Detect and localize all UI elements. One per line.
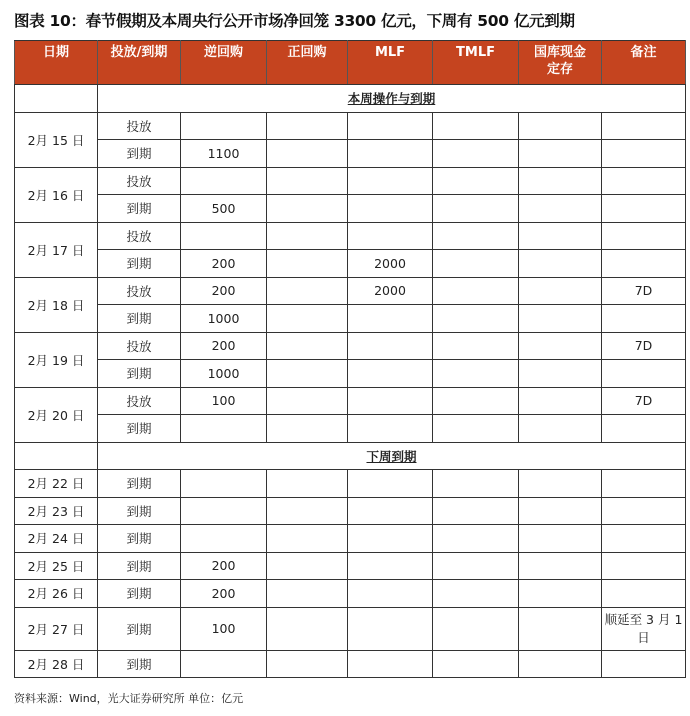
data-cell xyxy=(519,277,602,305)
data-cell xyxy=(519,387,602,415)
data-cell xyxy=(348,195,433,223)
data-cell xyxy=(433,415,519,443)
column-header: 日期 xyxy=(15,41,98,85)
data-cell xyxy=(519,580,602,608)
date-cell: 2月 27 日 xyxy=(15,607,98,650)
data-cell: 到期 xyxy=(98,195,181,223)
date-cell: 2月 25 日 xyxy=(15,552,98,580)
data-cell xyxy=(519,305,602,333)
data-cell xyxy=(519,167,602,195)
data-cell: 2000 xyxy=(348,250,433,278)
data-cell xyxy=(348,650,433,678)
data-cell: 到期 xyxy=(98,497,181,525)
data-cell xyxy=(519,525,602,553)
data-cell xyxy=(433,305,519,333)
date-cell: 2月 20 日 xyxy=(15,387,98,442)
column-header: 备注 xyxy=(602,41,686,85)
table-row xyxy=(15,497,686,525)
data-cell: 到期 xyxy=(98,250,181,278)
table-row xyxy=(15,222,686,250)
data-cell xyxy=(433,250,519,278)
data-cell xyxy=(433,195,519,223)
section-row xyxy=(15,442,686,470)
data-cell: 投放 xyxy=(98,387,181,415)
data-cell xyxy=(348,387,433,415)
data-cell xyxy=(433,222,519,250)
section-title: 本周操作与到期 xyxy=(98,85,686,113)
date-cell: 2月 26 日 xyxy=(15,580,98,608)
data-cell: 200 xyxy=(181,580,267,608)
data-cell xyxy=(602,222,686,250)
column-header: TMLF xyxy=(433,41,519,85)
data-cell xyxy=(519,222,602,250)
data-cell xyxy=(602,112,686,140)
data-cell: 投放 xyxy=(98,167,181,195)
data-cell: 1100 xyxy=(181,140,267,168)
data-cell xyxy=(433,607,519,650)
footnote: 资料来源：Wind，光大证券研究所 单位：亿元 xyxy=(14,692,244,705)
data-cell xyxy=(602,497,686,525)
data-cell: 投放 xyxy=(98,332,181,360)
open-market-table xyxy=(14,40,686,678)
data-cell xyxy=(602,360,686,388)
data-cell xyxy=(267,250,348,278)
data-cell xyxy=(602,167,686,195)
data-cell xyxy=(267,305,348,333)
data-cell: 到期 xyxy=(98,525,181,553)
date-cell: 2月 17 日 xyxy=(15,222,98,277)
data-cell xyxy=(348,305,433,333)
column-header: MLF xyxy=(348,41,433,85)
table-row xyxy=(15,650,686,678)
data-cell: 1000 xyxy=(181,305,267,333)
data-cell: 500 xyxy=(181,195,267,223)
data-cell xyxy=(181,497,267,525)
column-header: 国库现金定存 xyxy=(519,41,602,85)
data-cell xyxy=(519,112,602,140)
data-cell xyxy=(519,195,602,223)
data-cell: 投放 xyxy=(98,277,181,305)
data-cell xyxy=(433,470,519,498)
data-cell: 7D xyxy=(602,332,686,360)
date-cell: 2月 15 日 xyxy=(15,112,98,167)
table-row xyxy=(15,552,686,580)
date-cell: 2月 28 日 xyxy=(15,650,98,678)
data-cell xyxy=(433,497,519,525)
data-cell: 7D xyxy=(602,387,686,415)
data-cell xyxy=(181,222,267,250)
table-row xyxy=(15,305,686,333)
data-cell xyxy=(267,580,348,608)
date-cell: 2月 19 日 xyxy=(15,332,98,387)
data-cell xyxy=(181,470,267,498)
data-cell xyxy=(348,415,433,443)
data-cell xyxy=(433,552,519,580)
data-cell xyxy=(602,650,686,678)
data-cell xyxy=(181,525,267,553)
header-row xyxy=(15,41,686,85)
data-cell xyxy=(267,140,348,168)
data-cell: 200 xyxy=(181,250,267,278)
data-cell xyxy=(267,332,348,360)
data-cell xyxy=(433,167,519,195)
data-cell xyxy=(348,222,433,250)
table-row xyxy=(15,607,686,650)
data-cell xyxy=(602,580,686,608)
data-cell xyxy=(433,277,519,305)
data-cell xyxy=(433,387,519,415)
data-cell: 200 xyxy=(181,552,267,580)
data-cell xyxy=(267,525,348,553)
data-cell: 投放 xyxy=(98,222,181,250)
data-cell xyxy=(433,112,519,140)
table-row xyxy=(15,332,686,360)
data-cell xyxy=(519,552,602,580)
date-cell: 2月 16 日 xyxy=(15,167,98,222)
table-row xyxy=(15,277,686,305)
data-cell: 到期 xyxy=(98,360,181,388)
data-cell: 到期 xyxy=(98,470,181,498)
data-cell xyxy=(433,580,519,608)
data-cell xyxy=(348,525,433,553)
table-row xyxy=(15,525,686,553)
data-cell xyxy=(267,497,348,525)
date-cell: 2月 18 日 xyxy=(15,277,98,332)
data-cell xyxy=(519,650,602,678)
data-cell xyxy=(267,222,348,250)
data-cell: 到期 xyxy=(98,650,181,678)
data-cell xyxy=(519,250,602,278)
data-cell xyxy=(267,552,348,580)
data-cell xyxy=(433,140,519,168)
data-cell xyxy=(519,415,602,443)
data-cell xyxy=(267,360,348,388)
date-cell: 2月 24 日 xyxy=(15,525,98,553)
data-cell: 到期 xyxy=(98,305,181,333)
data-cell xyxy=(433,650,519,678)
column-header: 逆回购 xyxy=(181,41,267,85)
data-cell: 7D xyxy=(602,277,686,305)
data-cell xyxy=(519,140,602,168)
data-cell: 100 xyxy=(181,387,267,415)
data-cell: 到期 xyxy=(98,140,181,168)
data-cell: 到期 xyxy=(98,415,181,443)
table-row xyxy=(15,360,686,388)
data-cell xyxy=(602,552,686,580)
data-cell xyxy=(348,497,433,525)
data-cell xyxy=(181,415,267,443)
data-cell xyxy=(519,607,602,650)
data-cell xyxy=(348,140,433,168)
data-cell xyxy=(267,650,348,678)
section-blank xyxy=(15,85,98,113)
data-cell: 200 xyxy=(181,277,267,305)
table-row xyxy=(15,195,686,223)
section-row xyxy=(15,85,686,113)
data-cell: 2000 xyxy=(348,277,433,305)
data-cell xyxy=(267,470,348,498)
date-cell: 2月 22 日 xyxy=(15,470,98,498)
section-title: 下周到期 xyxy=(98,442,686,470)
data-cell xyxy=(348,607,433,650)
data-cell xyxy=(602,305,686,333)
data-cell: 到期 xyxy=(98,552,181,580)
table-row xyxy=(15,580,686,608)
data-cell: 到期 xyxy=(98,607,181,650)
data-cell xyxy=(519,332,602,360)
data-cell xyxy=(519,497,602,525)
column-header: 投放/到期 xyxy=(98,41,181,85)
section-blank xyxy=(15,442,98,470)
data-cell xyxy=(519,360,602,388)
date-cell: 2月 23 日 xyxy=(15,497,98,525)
data-cell xyxy=(267,415,348,443)
table-row xyxy=(15,112,686,140)
table-row xyxy=(15,415,686,443)
data-cell xyxy=(267,277,348,305)
data-cell: 1000 xyxy=(181,360,267,388)
data-cell xyxy=(602,250,686,278)
data-cell xyxy=(348,332,433,360)
data-cell: 顺延至 3 月 1 日 xyxy=(602,607,686,650)
data-cell xyxy=(181,112,267,140)
data-cell: 到期 xyxy=(98,580,181,608)
data-cell xyxy=(181,167,267,195)
data-cell xyxy=(267,195,348,223)
data-cell: 200 xyxy=(181,332,267,360)
data-cell xyxy=(348,580,433,608)
data-cell: 投放 xyxy=(98,112,181,140)
data-cell xyxy=(348,112,433,140)
data-cell xyxy=(433,360,519,388)
data-cell xyxy=(348,360,433,388)
data-cell xyxy=(433,332,519,360)
data-cell xyxy=(181,650,267,678)
data-cell xyxy=(433,525,519,553)
table-row xyxy=(15,387,686,415)
data-cell xyxy=(267,387,348,415)
column-header: 正回购 xyxy=(267,41,348,85)
table-row xyxy=(15,470,686,498)
table-row xyxy=(15,250,686,278)
data-cell xyxy=(348,552,433,580)
data-cell xyxy=(267,607,348,650)
data-cell xyxy=(602,195,686,223)
table-row xyxy=(15,167,686,195)
figure-title: 图表 10：春节假期及本周央行公开市场净回笼 3300 亿元，下周有 500 亿元到期 xyxy=(14,12,575,30)
data-cell xyxy=(519,470,602,498)
data-cell: 100 xyxy=(181,607,267,650)
data-cell xyxy=(602,525,686,553)
data-cell xyxy=(602,140,686,168)
data-cell xyxy=(267,112,348,140)
data-cell xyxy=(602,470,686,498)
data-cell xyxy=(267,167,348,195)
data-cell xyxy=(348,167,433,195)
table-row xyxy=(15,140,686,168)
data-cell xyxy=(348,470,433,498)
data-cell xyxy=(602,415,686,443)
